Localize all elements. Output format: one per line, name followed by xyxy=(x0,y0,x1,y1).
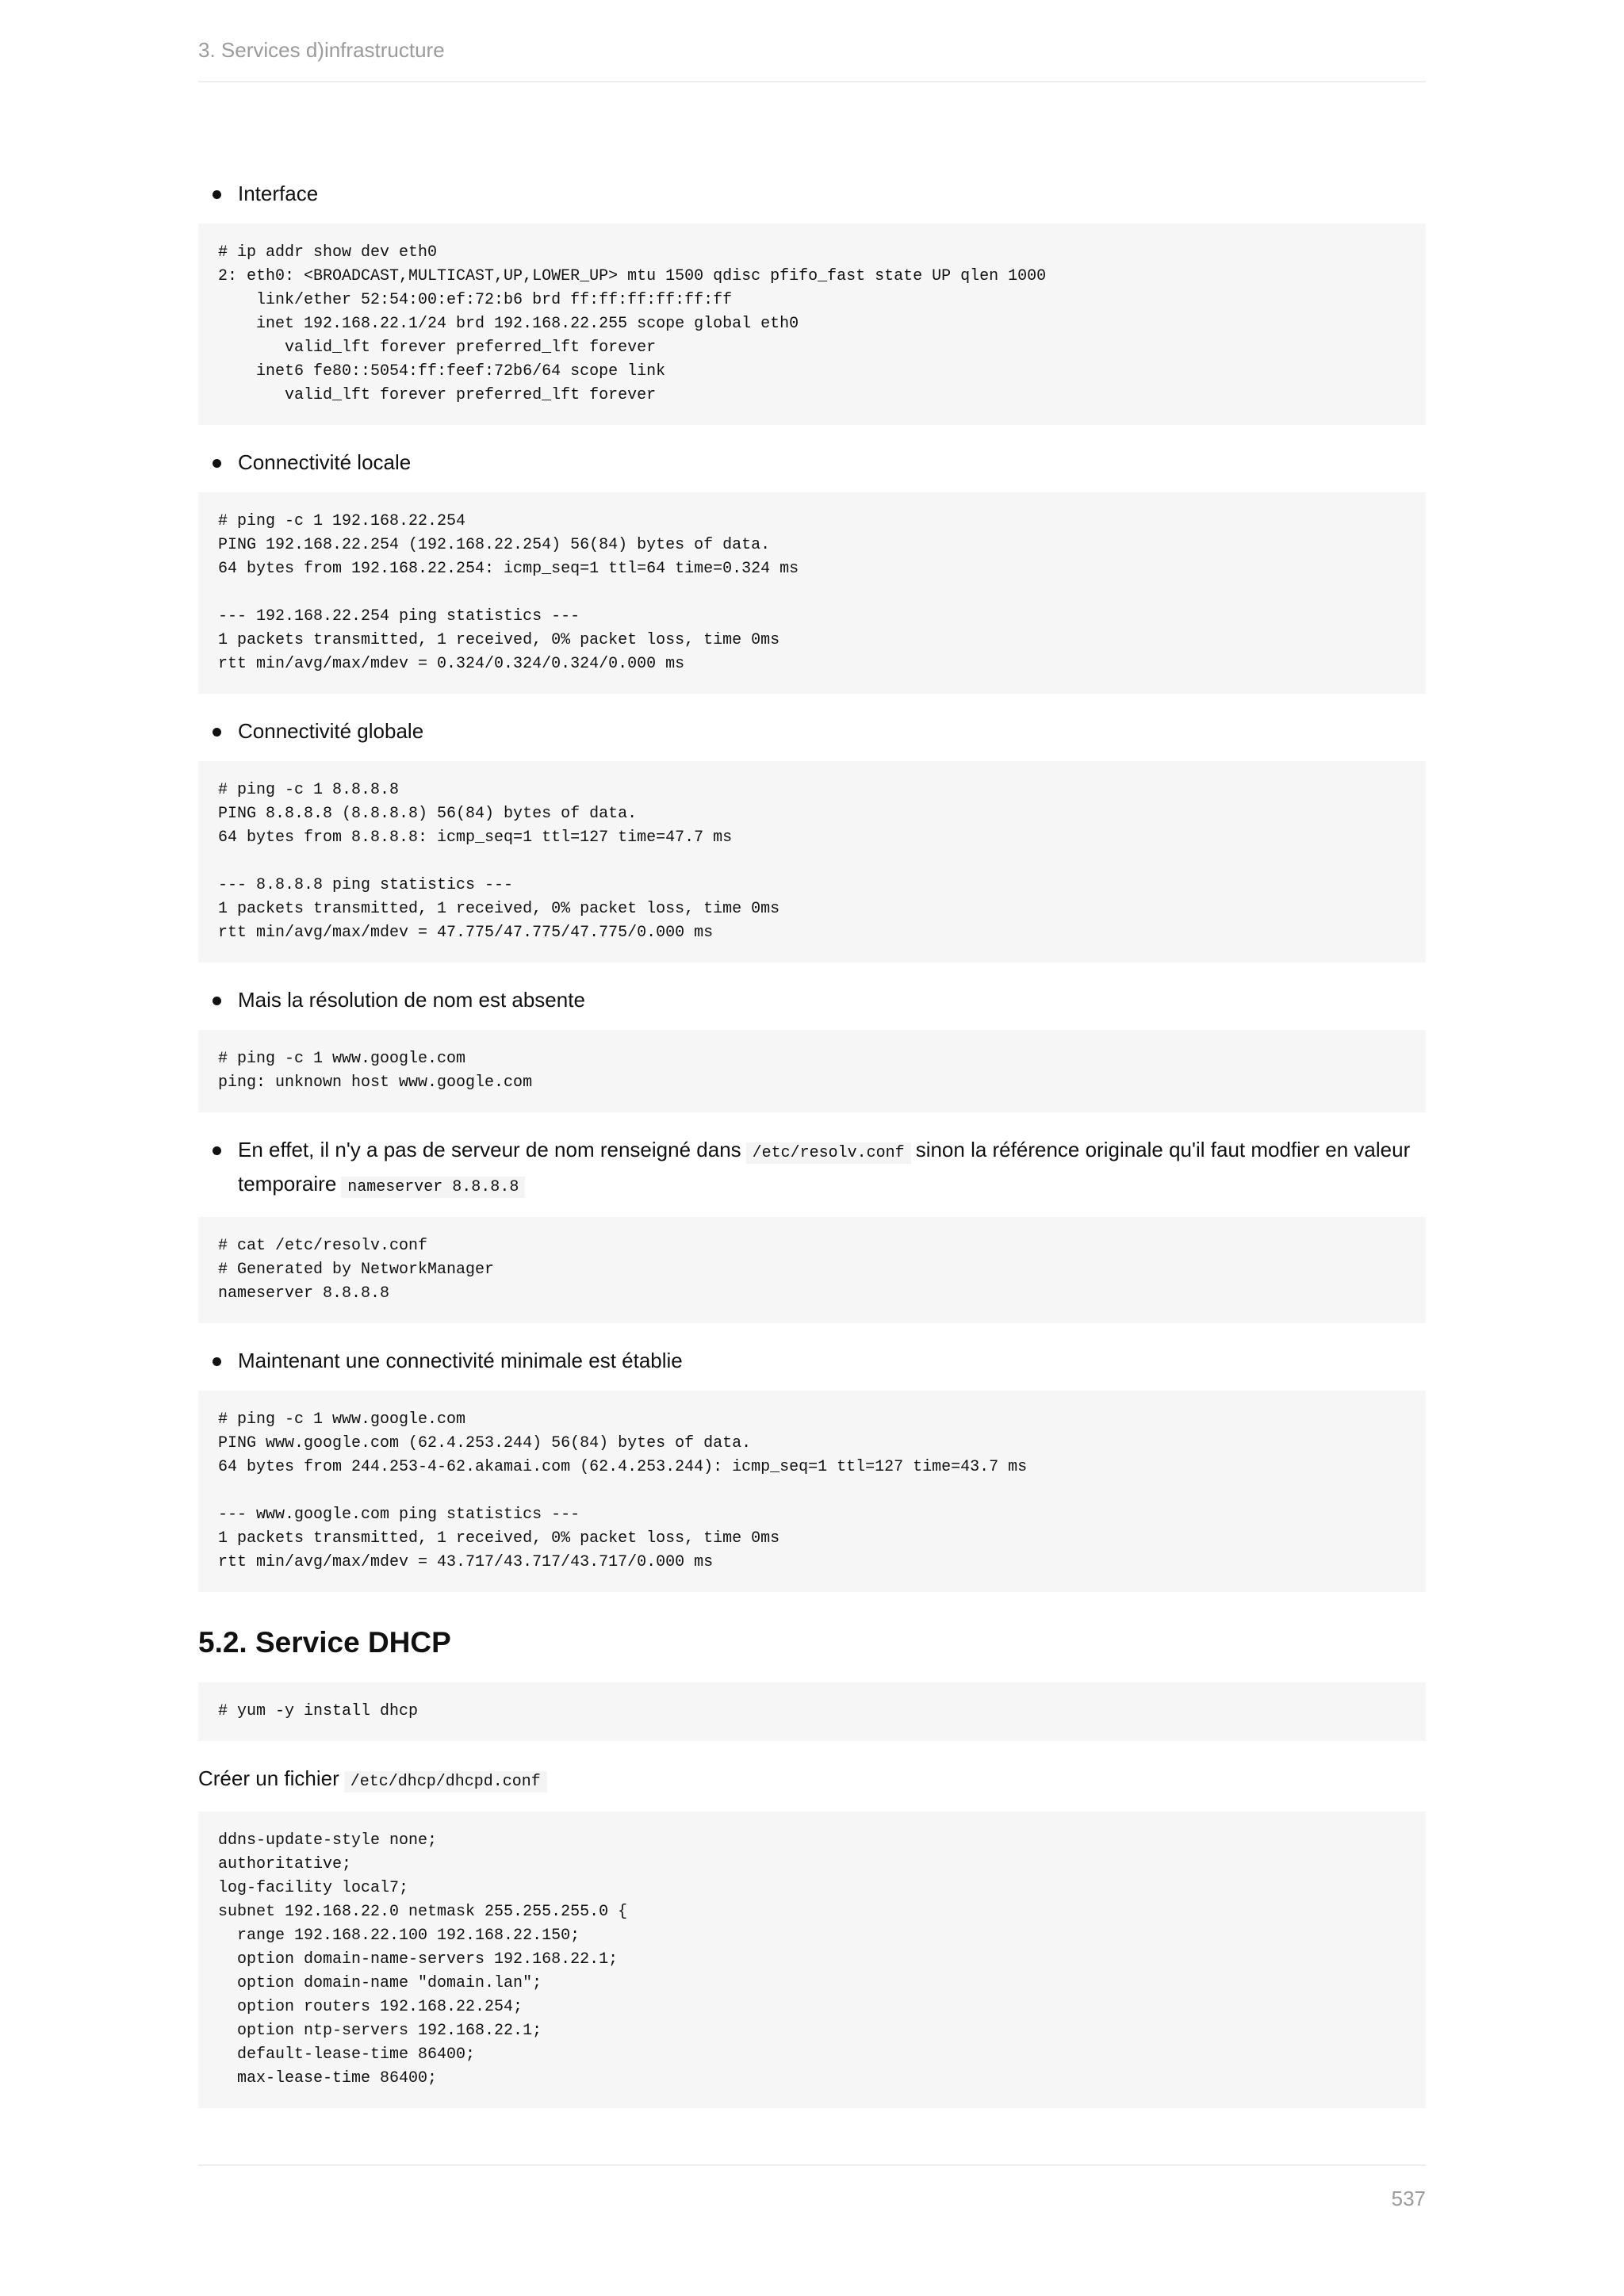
inline-code-resolv-path: /etc/resolv.conf xyxy=(746,1142,911,1164)
resolv-text-2: sinon la référence originale qu'il faut modfier en valeur temporaire xyxy=(238,1138,1411,1196)
code-block-local-ping: # ping -c 1 192.168.22.254 PING 192.168.22.254 (192.168.22.254) 56(84) bytes of data. 64 bytes from 192.168.22.254: icmp_seq=1 ttl=64 time=0.324 ms --- 192.168.22.254 ping statistics --- 1 packets transmitted, 1 received, 0% packet loss, time 0ms rtt min/avg/max/mdev = 0.324/0.324/0.324/0.000 ms xyxy=(198,492,1426,694)
inline-code-nameserver: nameserver 8.8.8.8 xyxy=(341,1177,525,1198)
code-block-dhcp-install: # yum -y install dhcp xyxy=(198,1682,1426,1741)
code-block-global-ping: # ping -c 1 8.8.8.8 PING 8.8.8.8 (8.8.8.8) 56(84) bytes of data. 64 bytes from 8.8.8.8: icmp_seq=1 ttl=127 time=47.7 ms --- 8.8.8.8 ping statistics --- 1 packets transmitted, 1 received, 0% packet loss, time 0ms rtt min/avg/max/mdev = 47.775/47.775/47.775/0.000 ms xyxy=(198,761,1426,962)
code-block-resolution-fail: # ping -c 1 www.google.com ping: unknown host www.google.com xyxy=(198,1030,1426,1112)
page-content xyxy=(198,178,1426,2130)
bullet-global-connectivity: Connectivité globale xyxy=(198,716,1426,747)
code-block-resolv-conf: # cat /etc/resolv.conf # Generated by NetworkManager nameserver 8.8.8.8 xyxy=(198,1217,1426,1323)
page-footer xyxy=(198,2164,1426,2214)
page-header xyxy=(198,35,1426,82)
bullet-interface: Interface xyxy=(198,178,1426,209)
bullet-name-resolution: Mais la résolution de nom est absente xyxy=(198,985,1426,1016)
create-file-text: Créer un fichier xyxy=(198,1766,339,1790)
bullet-local-connectivity: Connectivité locale xyxy=(198,447,1426,478)
section-heading-dhcp: 5.2. Service DHCP xyxy=(198,1626,451,1659)
running-header-title: 3. Services d)infrastructure xyxy=(198,38,445,62)
paragraph-create-file xyxy=(198,1763,1426,1797)
bullet-minimal-connectivity: Maintenant une connectivité minimale est établie xyxy=(198,1345,1426,1376)
code-block-google-ping: # ping -c 1 www.google.com PING www.google.com (62.4.253.244) 56(84) bytes of data. 64 bytes from 244.253-4-62.akamai.com (62.4.253.244): icmp_seq=1 ttl=127 time=43.7 ms --- www.google.com ping statistics --- 1 packets transmitted, 1 received, 0% packet loss, time 0ms rtt min/avg/max/mdev = 43.717/43.717/43.717/0.000 ms xyxy=(198,1391,1426,1592)
page-number: 537 xyxy=(1391,2187,1426,2210)
resolv-text-1: En effet, il n'y a pas de serveur de nom renseigné dans xyxy=(238,1138,741,1161)
code-block-interface: # ip addr show dev eth0 2: eth0: <BROADCAST,MULTICAST,UP,LOWER_UP> mtu 1500 qdisc pfifo_fast state UP qlen 1000 link/ether 52:54:00:ef:72:b6 brd ff:ff:ff:ff:ff:ff inet 192.168.22.1/24 brd 192.168.22.255 scope global eth0 valid_lft forever preferred_lft forever inet6 fe80::5054:ff:feef:72b6/64 scope link valid_lft forever preferred_lft forever xyxy=(198,224,1426,425)
inline-code-dhcpd-path: /etc/dhcp/dhcpd.conf xyxy=(344,1771,547,1793)
bullet-resolv-conf xyxy=(198,1135,1426,1203)
code-block-dhcpd-conf: ddns-update-style none; authoritative; log-facility local7; subnet 192.168.22.0 netmask 255.255.255.0 { range 192.168.22.100 192.168.22.150; option domain-name-servers 192.168.22.1; option domain-name "domain.lan"; option routers 192.168.22.254; option ntp-servers 192.168.22.1; default-lease-time 86400; max-lease-time 86400; xyxy=(198,1812,1426,2108)
